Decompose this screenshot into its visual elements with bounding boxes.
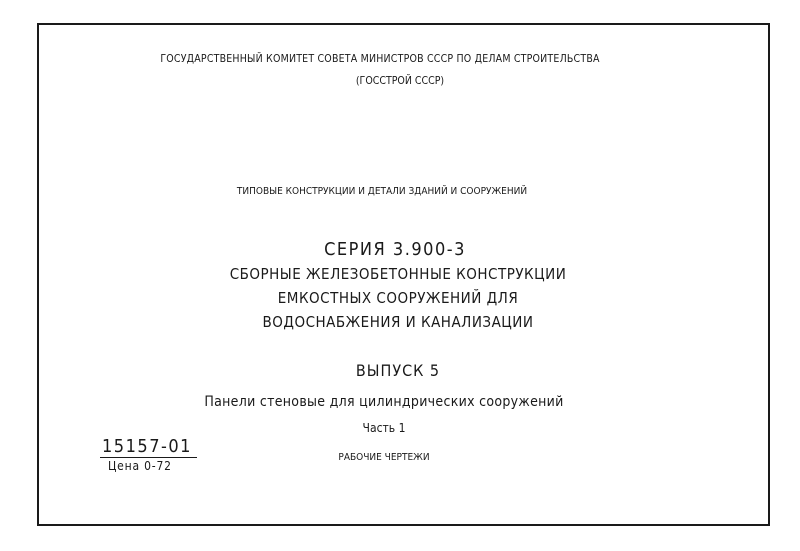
part-number: Часть 1 <box>362 421 406 435</box>
issue-number: ВЫПУСК 5 <box>355 361 441 380</box>
title-line-2: ЕМКОСТНЫХ СООРУЖЕНИЙ ДЛЯ <box>277 289 519 307</box>
committee-heading: ГОСУДАРСТВЕННЫЙ КОМИТЕТ СОВЕТА МИНИСТРОВ СССР ПО ДЕЛАМ СТРОИТЕЛЬСТВА <box>160 53 600 65</box>
price-label: Цена 0-72 <box>108 459 172 473</box>
panels-subtitle: Панели стеновые для цилиндрических сооружений <box>204 394 564 410</box>
title-line-3: ВОДОСНАБЖЕНИЯ И КАНАЛИЗАЦИИ <box>262 313 534 331</box>
working-drawings-label: РАБОЧИЕ ЧЕРТЕЖИ <box>338 452 430 463</box>
typical-structures-heading: ТИПОВЫЕ КОНСТРУКЦИИ И ДЕТАЛИ ЗДАНИЙ И СООРУЖЕНИЙ <box>236 186 528 197</box>
title-line-1: СБОРНЫЕ ЖЕЛЕЗОБЕТОННЫЕ КОНСТРУКЦИИ <box>229 265 567 283</box>
series-title: СЕРИЯ 3.900-3 <box>324 239 466 260</box>
code-underline <box>100 457 197 458</box>
catalog-code: 15157-01 <box>102 436 192 457</box>
gosstroy-heading: (ГОССТРОЙ СССР) <box>355 75 445 87</box>
